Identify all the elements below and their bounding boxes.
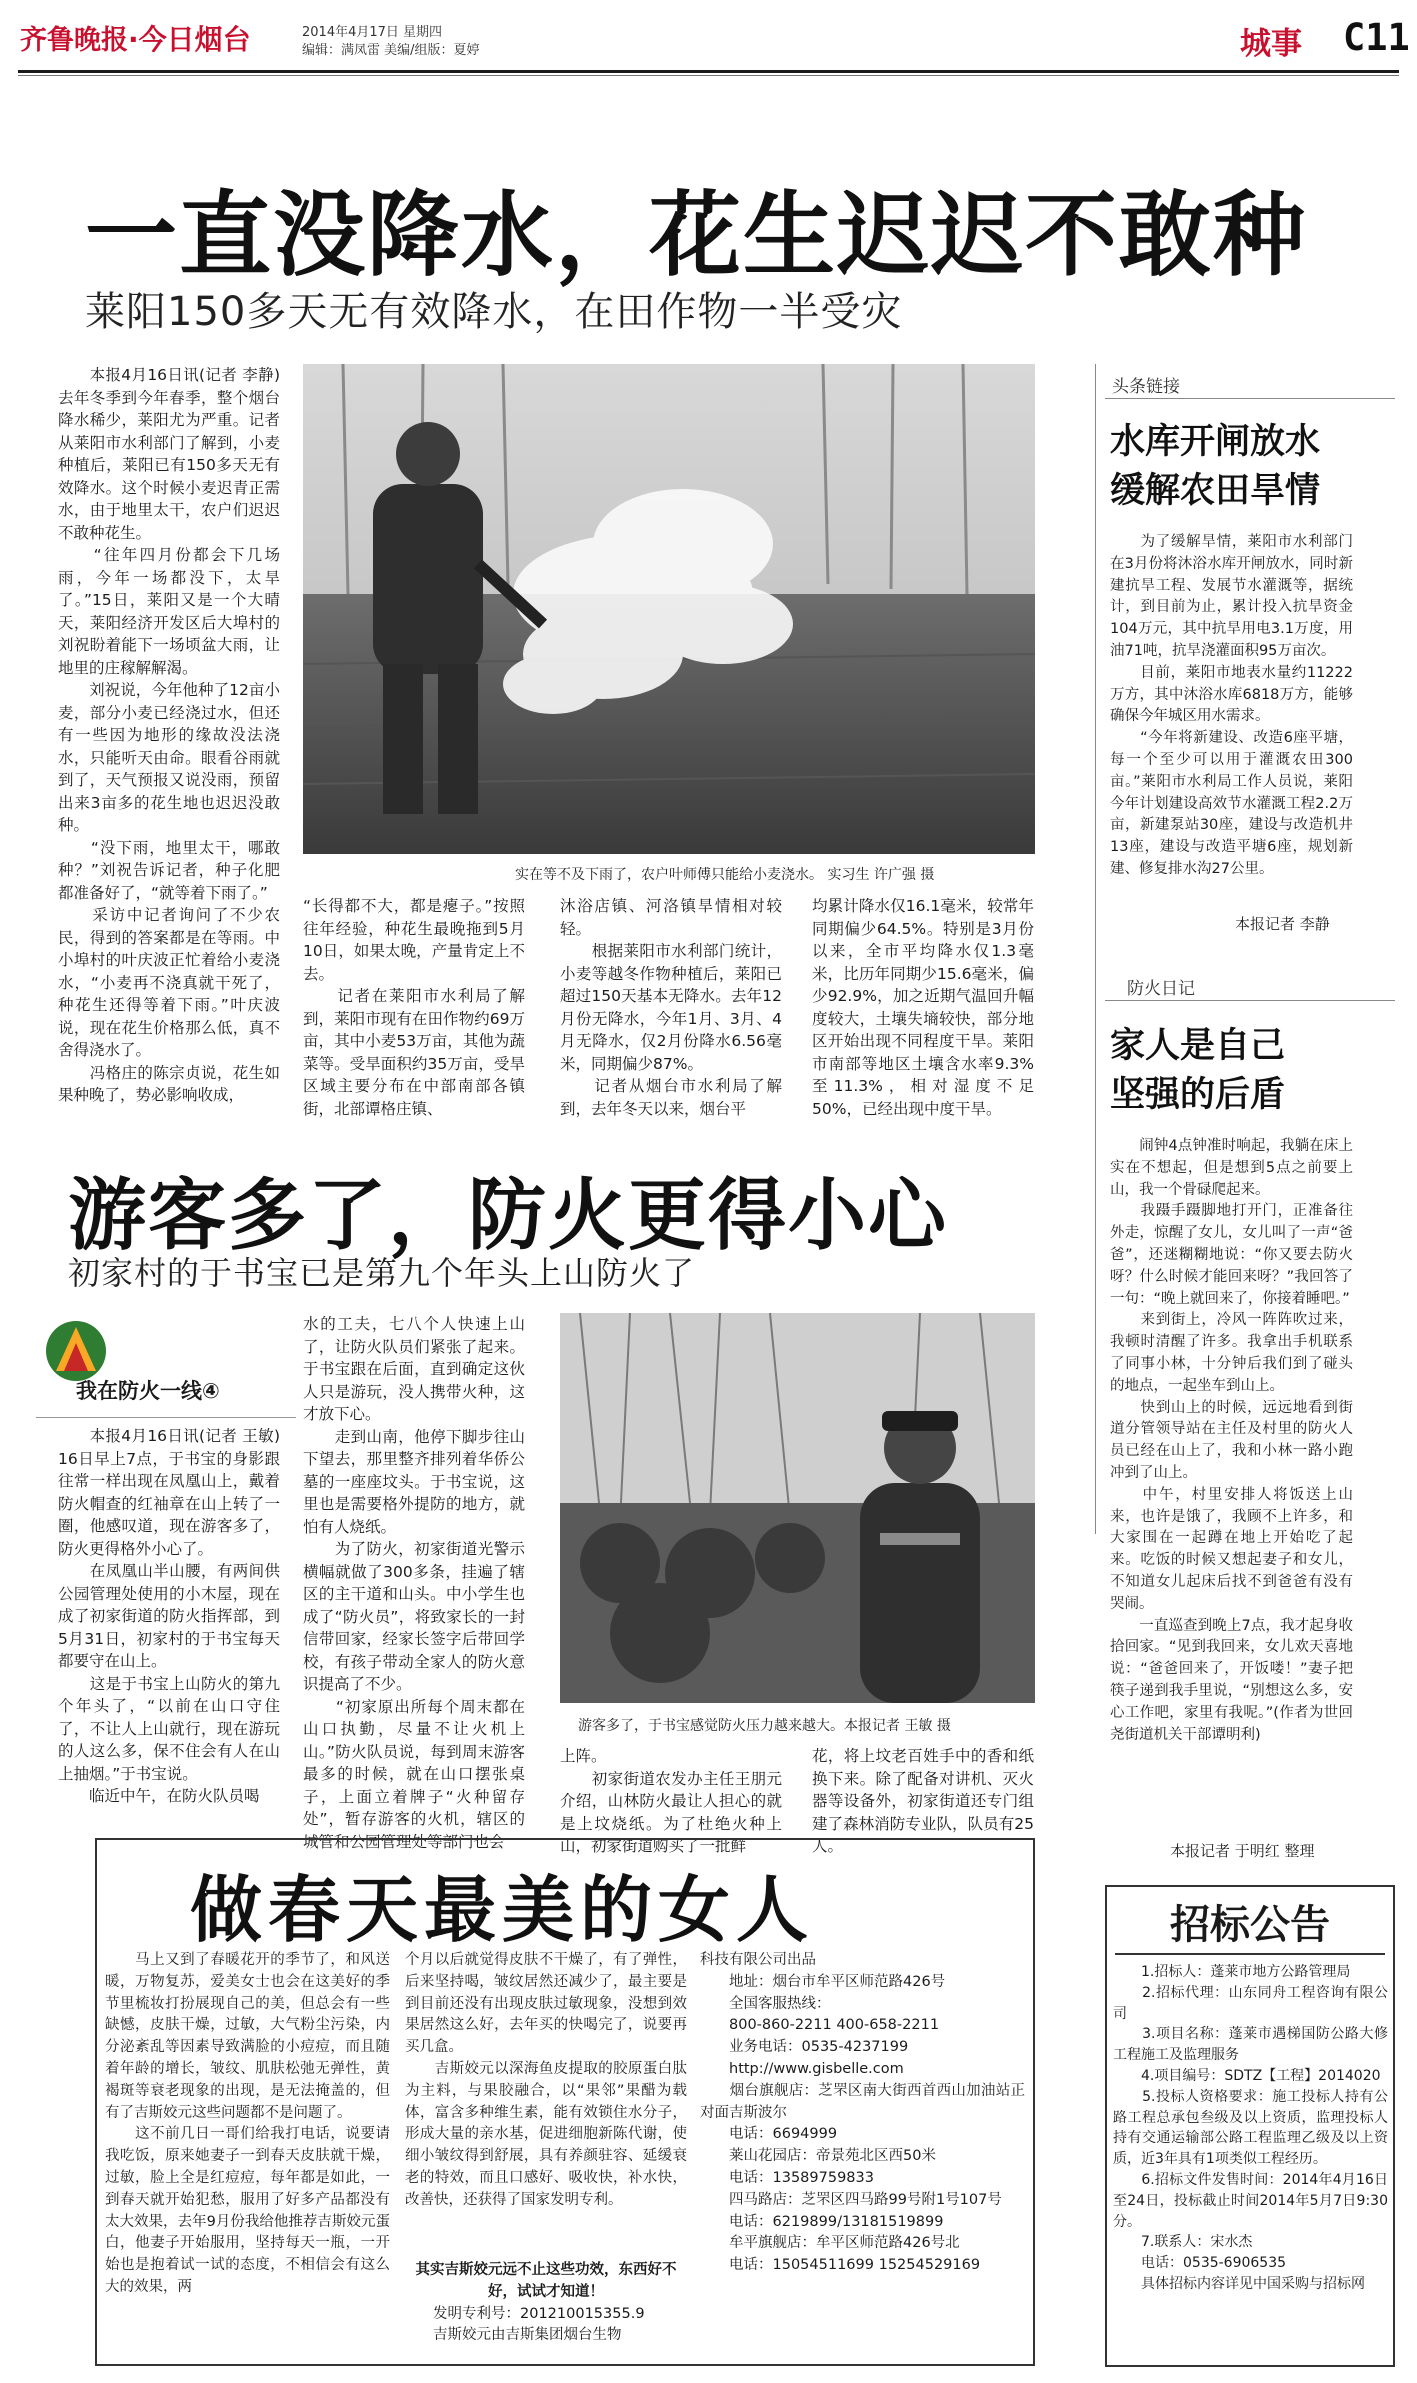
ad-maker: 吉斯姣元由吉斯集团烟台生物 bbox=[433, 2327, 622, 2344]
article2-column-2: 水的工夫，七八个人快速上山了，让防火队员们紧张了起来。于书宝跟在后面，直到确定这伙人只是游玩，没人携带火种，这才放下心。 走到山南，他停下脚步往山下望去，那里整齐排列着华侨公墓的一座座坟头。于书宝说，这里也是需要格外提防的地方，就怕有人烧纸。 为了防火，初家街道光警示横幅就做了300多条，挂遍了辖区的主干道和山头。中小学生也成了“防火员”，将致家长的一封信带回家，经家长签字后带回学校，有孩子带动全家人的防火意识提高了不少。 “初家原出所每个周末都在山口执勤，尽量不让火机上山。”防火队员说，每到周末游客最多的时候，就在山口摆张桌子，上面立着牌子“火种留存处”，暂存游客的火机，辖区的城管和公园管理处等部门也会 bbox=[303, 1315, 525, 1851]
article1-photo bbox=[303, 364, 1035, 854]
article2-column-4: 花，将上坟老百姓手中的香和纸换下来。除了配备对讲机、灭火器等设备外，初家街道还专门组建了森林消防专业队，队员有25人。 bbox=[812, 1747, 1034, 1855]
sidebar2-label: 防火日记 bbox=[1127, 979, 1195, 999]
sidebar1-byline: 本报记者 李静 bbox=[1235, 915, 1330, 933]
article1-subhead: 莱阳150多天无有效降水，在田作物一半受灾 bbox=[85, 289, 903, 335]
article2-subhead: 初家村的于书宝已是第九个年头上山防火了 bbox=[68, 1254, 696, 1292]
column-badge bbox=[36, 1313, 296, 1418]
header-rule-thin bbox=[18, 75, 1399, 76]
watering-wheat-photo bbox=[303, 364, 1035, 854]
ad-column-1: 马上又到了春暖花开的季节了，和风送暖，万物复苏，爱美女士也会在这美好的季节里梳妆打扮展现自己的美，但总会有一些缺憾，皮肤干燥，过敏，大气粉尘污染，内分泌紊乱等因素导致满脸的小痘痘，而且随着年龄的增长，皱纹、肌肤松弛无弹性，黄褐斑等衰老现象的出现，是无法掩盖的，但有了吉斯姣元这些问题都不是问题了。 这不前几日一哥们给我打电话，说要请我吃饭，原来她妻子一到春天皮肤就干燥，过敏，脸上全是红痘痘，每年都是如此，一到春天就开始犯愁，服用了好多产品都没有太大效果，去年9月份我给他推荐吉斯姣元蛋白，他妻子开始服用，坚持每天一瓶，一开始也是抱着试一试的态度，不相信会有这么大的效果，两 bbox=[105, 1952, 390, 2295]
sidebar2-body: 闹钟4点钟准时响起，我躺在床上实在不想起，但是想到5点之前要上山，我一个骨碌爬起来。 我蹑手蹑脚地打开门，正准备往外走，惊醒了女儿，女儿叫了一声“爸爸”，还迷糊糊地说：“你又要去防火呀？什么时候才能回来呀？”我回答了一句：“晚上就回来了，你接着睡吧。” 来到街上，冷风一阵阵吹过来，我顿时清醒了许多。我拿出手机联系了同事小林，十分钟后我们到了碰头的地点，一起坐车到山上。 快到山上的时候，远远地看到街道分管领导站在主任及村里的防火人员已经在山上了，我和小林一路小跑冲到了山上。 中午，村里安排人将饭送上山来，也许是饿了，我顾不上许多，和大家围在一起蹲在地上开始吃了起来。吃饭的时候又想起妻子和女儿，不知道女儿起床后找不到爸爸有没有哭闹。 一直巡查到晚上7点，我才起身收拾回家。“见到我回来，女儿欢天喜地说：“爸爸回来了，开饭喽！”妻子把筷子递到我手里说，“别想这么多，安心工作吧，家里有我呢。”(作者为世回尧街道机关干部谭明利) bbox=[1110, 1138, 1353, 1743]
article2-photo bbox=[560, 1313, 1035, 1703]
sidebar1-rule bbox=[1105, 398, 1395, 399]
ad-slogan: 其实吉斯姣元远不止这些功效，东西好不好，试试才知道！ bbox=[415, 2262, 677, 2300]
article2-headline: 游客多了，防火更得小心 bbox=[68, 1171, 949, 1261]
section-name: 城事 bbox=[1240, 26, 1302, 62]
article1-column-1: 本报4月16日讯(记者 李静) 去年冬季到今年春季，整个烟台降水稀少，莱阳尤为严重。记者从莱阳市水利部门了解到，小麦种植后，莱阳已有150多天无有效降水。这个时候小麦迟青正需水，由于地里太干，农户们迟迟不敢种花生。 “往年四月份都会下几场雨，今年一场都没下，太旱了。”15日，莱阳又是一个大晴天，莱阳经济开发区后大埠村的刘祝盼着能下一场顷盆大雨，让地里的庄稼解解渴。 刘祝说，今年他种了12亩小麦，部分小麦已经浇过水，但还有一些因为地形的缘故没法浇水，只能听天由命。眼看谷雨就到了，天气预报又说没雨，预留出来3亩多的花生地也迟迟没敢种。 “没下雨，地里太干，哪敢种？”刘祝告诉记者，种子化肥都准备好了，“就等着下雨了。” 采访中记者询问了不少农民，得到的答案都是在等雨。中小埠村的叶庆波正忙着给小麦浇水，“小麦再不浇真就干死了，种花生还得等着下雨。”叶庆波说，现在花生价格那么低，真不舍得浇水了。 冯格庄的陈宗贞说，花生如果种晚了，势必影响收成， bbox=[58, 366, 280, 1104]
sidebar-divider bbox=[1095, 364, 1096, 1534]
ad-column-2: 个月以后就觉得皮肤不干燥了，有了弹性，后来坚持喝，皱纹居然还减少了，最主要是到目前还没有出现皮肤过敏现象，没想到效果居然这么好，去年买的快喝完了，说要再买几盒。 吉斯姣元以深海鱼皮提取的胶原蛋白肽为主料，与果胶融合，以“果邻”果醋为载体，富含多种维生素，能有效锁住水分子，形成大量的亲水基，促进细胞新陈代谢，使细小皱纹得到舒展，具有养颜驻容、延缓衰老的特效，而且口感好、吸收快，补水快，改善快，还获得了国家发明专利。 bbox=[405, 1952, 687, 2208]
ad-headline: 做春天最美的女人 bbox=[190, 1868, 815, 1952]
article2-column-1: 本报4月16日讯(记者 王敏) 16日早上7点，于书宝的身影跟往常一样出现在凤凰山上，戴着防火帽查的红袖章在山上转了一圈，他感叹道，现在游客多了，防火更得格外小心了。 在凤凰山半山腰，有两间供公园管理处使用的小木屋，现在成了初家街道的防火指挥部，到5月31日，初家村的于书宝每天都要守在山上。 这是于书宝上山防火的第九个年头了，“以前在山口守住了，不让人上山就行，现在游玩的人这么多，保不住会有人在山上抽烟。”于书宝说。 临近中午，在防火队员喝 bbox=[58, 1427, 280, 1805]
article1-photo-caption: 实在等不及下雨了，农户叶师傅只能给小麦浇水。 实习生 许广强 摄 bbox=[515, 867, 935, 883]
masthead-brand bbox=[20, 18, 251, 58]
ad-column-3: 科技有限公司出品 地址：烟台市牟平区师范路426号 全国客服热线： 800-860-2211 400-658-2211 业务电话：0535-4237199 http://www.gisbelle.com 烟台旗舰店：芝罘区南大街西首西山加油站正对面吉斯波尔 电话：6694999 莱山花园店：帝景苑北区西50米 电话：13589759833 四马路店：芝罘区四马路99号附1号107号 电话：6219899/13181519899 牟平旗舰店：牟平区师范路426号北 电话：15054511699 15254529169 bbox=[700, 1952, 1025, 2274]
tender-title: 招标公告 bbox=[1170, 1902, 1330, 1948]
tender-body: 1.招标人：蓬莱市地方公路管理局 2.招标代理：山东同舟工程咨询有限公司 3.项目名称：蓬莱市遇梯国防公路大修工程施工及监理服务 4.项目编号：SDTZ【工程】2014020 5.投标人资格要求：施工投标人持有公路工程总承包叁级及以上资质，监理投标人持有交通运输部公路工程监理乙级及以上资质，近3年具有1项类似工程经历。 6.招标文件发售时间：2014年4月16日至24日，投标截止时间2014年5月7日9:30分。 7.联系人：宋水杰 电话：0535-6906535 具体招标内容详见中国采购与招标网 bbox=[1113, 1964, 1388, 2292]
article1-column-2: “长得都不大，都是瘪子。”按照往年经验，种花生最晚拖到5月10日，如果太晚，产量肯定上不去。 记者在莱阳市水利局了解到，莱阳市现有在田作物约69万亩，其中小麦53万亩，其他为蔬菜等。受旱面积约35万亩，受旱区域主要分布在中部南部各镇街，北部谭格庄镇、 bbox=[303, 897, 525, 1118]
article1-column-4: 均累计降水仅16.1毫米，较常年同期偏少64.5%。特别是3月份以来，全市平均降水仅1.3毫米，比历年同期少15.6毫米，偏少92.9%，加之近期气温回升幅度较大，土壤失墒较快，部分地区开始出现不同程度干旱。莱阳市南部等地区土壤含水率9.3%至11.3%，相对湿度不足50%，已经出现中度干旱。 bbox=[812, 897, 1034, 1118]
sidebar1-label: 头条链接 bbox=[1112, 377, 1180, 397]
tender-rule bbox=[1115, 1953, 1385, 1955]
article2-photo-caption: 游客多了，于书宝感觉防火压力越来越大。本报记者 王敏 摄 bbox=[578, 1718, 951, 1734]
sidebar2-byline: 本报记者 于明红 整理 bbox=[1170, 1842, 1315, 1860]
brand-sub: ·今日烟台 bbox=[128, 23, 251, 56]
ad-column-2-block bbox=[405, 1950, 687, 2360]
brand-name: 齐鲁晚报 bbox=[20, 25, 128, 56]
article1-headline: 一直没降水，花生迟迟不敢种 bbox=[85, 182, 1308, 289]
article2-column-3: 上阵。 初家街道农发办主任王朋元介绍，山林防火最让人担心的就是上坟烧纸。为了杜绝火种上山，初家街道购买了一批鲜 bbox=[560, 1747, 782, 1855]
sidebar2-rule bbox=[1105, 1000, 1395, 1001]
sidebar1-title: 水库开闸放水 缓解农田旱情 bbox=[1110, 422, 1321, 511]
header-rule bbox=[18, 70, 1399, 73]
page-number: C11 bbox=[1343, 16, 1410, 59]
ad-patent: 发明专利号：201210015355.9 bbox=[433, 2305, 645, 2322]
sidebar2-title: 家人是自己 坚强的后盾 bbox=[1110, 1026, 1286, 1115]
sidebar1-body: 为了缓解旱情，莱阳市水利部门在3月份将沐浴水库开闸放水，同时新建抗旱工程、发展节水灌溉等，据统计，到目前为止，累计投入抗旱资金104万元，其中抗旱用电3.1万度，用油71吨，抗旱浇灌面积95万亩次。 目前，莱阳市地表水量约11222万方，其中沐浴水库6818万方，能够确保今年城区用水需求。 “今年将新建设、改造6座平塘，每一个至少可以用于灌溉农田300亩。”莱阳市水利局工作人员说，莱阳今年计划建设高效节水灌溉工程2.2万亩，新建泵站30座，建设与改造机井13座，建设与改造平塘6座，规划新建、修复排水沟27公里。 bbox=[1110, 534, 1353, 877]
article1-column-3: 沐浴店镇、河洛镇旱情相对较轻。 根据莱阳市水利部门统计，小麦等越冬作物种植后，莱阳已超过150天基本无降水。去年12月份无降水，今年1月、3月、4月无降水，仅2月份降水6.56毫米，同期偏少87%。 记者从烟台市水利局了解到，去年冬天以来，烟台平 bbox=[560, 897, 782, 1118]
editor-credits: 编辑：满凤雷 美编/组版：夏婷 bbox=[302, 43, 480, 58]
column-badge-title: 我在防火一线④ bbox=[76, 1379, 220, 1403]
ranger-photo bbox=[560, 1313, 1035, 1703]
issue-date: 2014年4月17日 星期四 bbox=[302, 25, 443, 40]
